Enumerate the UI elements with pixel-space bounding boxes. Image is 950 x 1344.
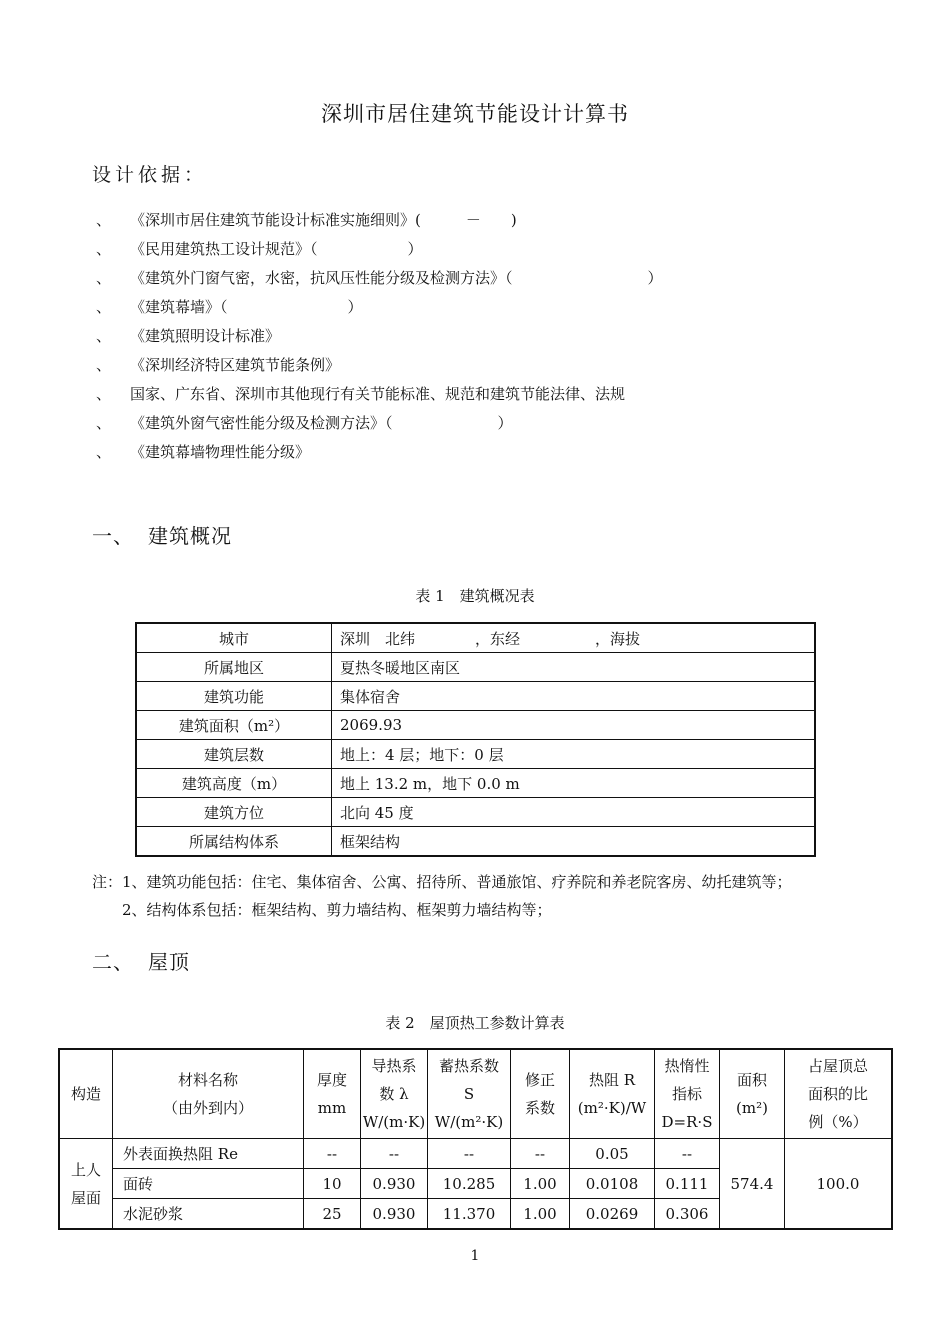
header-cell: 厚度 mm [304,1049,361,1139]
list-item: 、 《深圳市居住建筑节能设计标准实施细则》( － ) [96,211,517,229]
list-item: 、 《建筑幕墙》（ ） [96,298,363,316]
table-row: 城市 深圳 北纬 ，东经 ，海拔 [136,623,815,653]
table1-notes [92,868,792,924]
table-row: 建筑方位 北向 45 度 [136,798,815,827]
table-header-row [59,1049,892,1139]
table2-caption: 表 2 屋顶热工参数计算表 [385,1014,565,1032]
page-title: 深圳市居住建筑节能设计计算书 [321,102,629,126]
table-row: 建筑层数 地上：4 层；地下：0 层 [136,740,815,769]
note-line: 2、结构体系包括：框架结构、剪力墙结构、框架剪力墙结构等； [122,901,552,919]
header-cell: 材料名称 （由外到内） [113,1049,304,1139]
building-overview-table [135,622,816,857]
roof-thermal-table [58,1048,893,1230]
header-cell: 构造 [59,1049,113,1139]
table-row: 建筑高度（m） 地上 13.2 m，地下 0.0 m [136,769,815,798]
section-heading-overview: 一、 建筑概况 [92,524,232,548]
list-item: 、 《民用建筑热工设计规范》（ ） [96,240,423,258]
header-cell: 热阻 R (m²·K)/W [570,1049,655,1139]
header-cell: 占屋顶总 面积的比 例（%） [785,1049,893,1139]
table1-caption: 表 1 建筑概况表 [415,587,535,605]
note-line: 注：1、建筑功能包括：住宅、集体宿舍、公寓、招待所、普通旅馆、疗养院和养老院客房、幼托建筑等； [92,873,792,891]
table-row: 所属地区 夏热冬暖地区南区 [136,653,815,682]
list-item: 、 《建筑照明设计标准》 [96,327,281,345]
list-item: 、 国家、广东省、深圳市其他现行有关节能标准、规范和建筑节能法律、法规 [96,385,626,403]
page-number: 1 [470,1248,480,1264]
list-item: 、 《建筑幕墙物理性能分级》 [96,443,311,461]
construction-group-cell: 上人 屋面 [59,1139,113,1230]
header-cell: 导热系 数 λ W/(m·K) [361,1049,428,1139]
design-basis-heading: 设计依据： [92,164,208,186]
table-row: 建筑功能 集体宿舍 [136,682,815,711]
table-row: 面砖 10 0.930 10.285 1.00 0.0108 0.111 [59,1169,892,1199]
reference-list [96,208,663,469]
area-cell: 574.4 [720,1139,785,1230]
section-heading-roof: 二、 屋顶 [92,950,190,974]
table-row: 建筑面积（m²） 2069.93 [136,711,815,740]
header-cell: 修正 系数 [511,1049,570,1139]
list-item: 、 《建筑外门窗气密，水密，抗风压性能分级及检测方法》（ ） [96,269,663,287]
header-cell: 热惰性 指标 D=R·S [655,1049,720,1139]
list-item: 、 《深圳经济特区建筑节能条例》 [96,356,341,374]
header-cell: 蓄热系数 S W/(m²·K) [428,1049,511,1139]
list-item: 、 《建筑外窗气密性能分级及检测方法》（ ） [96,414,513,432]
table-row: 上人 屋面 外表面换热阻 Re -- -- -- -- 0.05 -- 574.4 100.0 [59,1139,892,1169]
table-row: 水泥砂浆 25 0.930 11.370 1.00 0.0269 0.306 [59,1199,892,1230]
table-row: 所属结构体系 框架结构 [136,827,815,857]
ratio-cell: 100.0 [785,1139,893,1230]
header-cell: 面积 (m²) [720,1049,785,1139]
